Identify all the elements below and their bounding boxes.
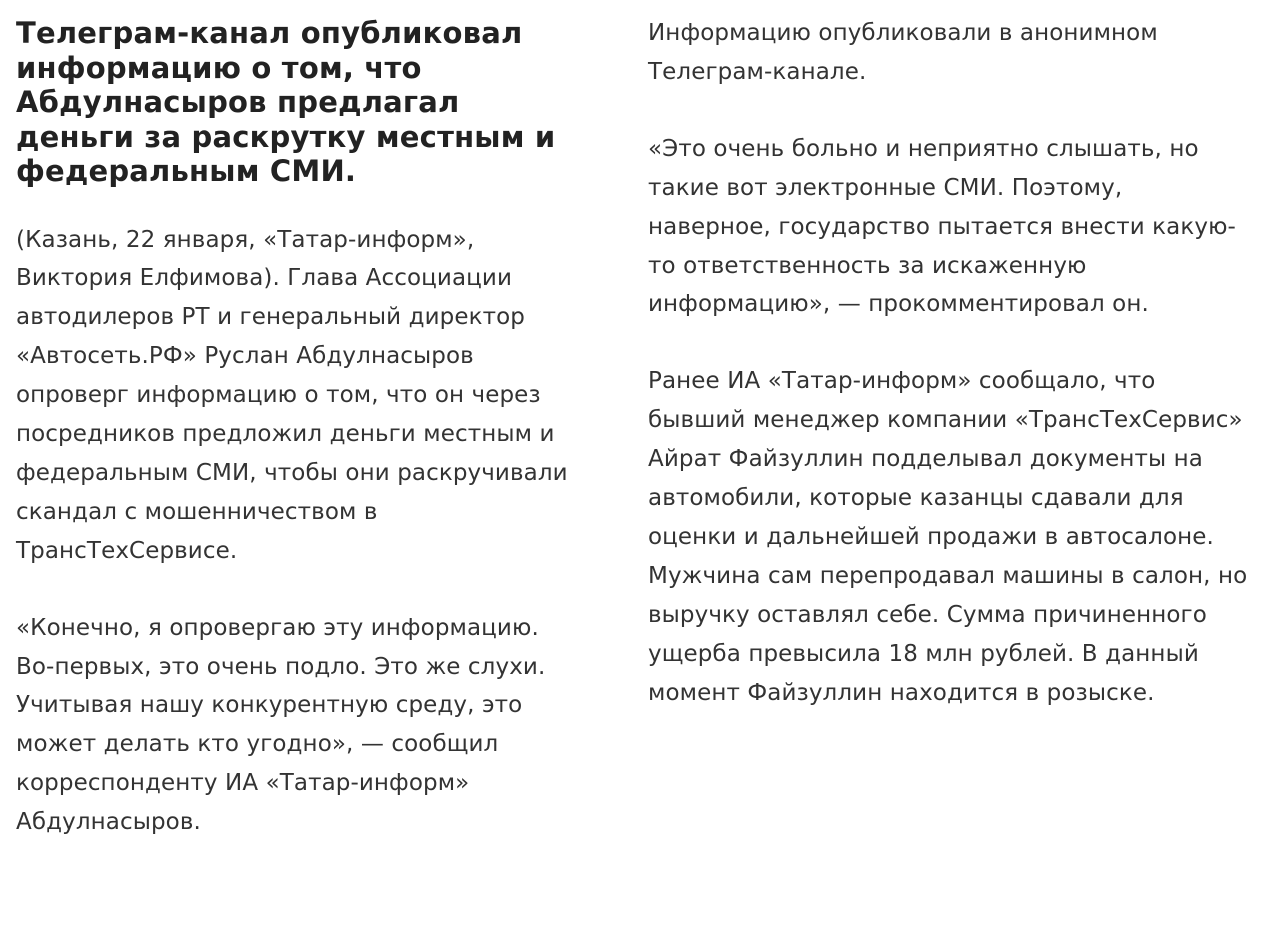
article-left-column [16,0,576,842]
article-paragraph: Информацию опубликовали в анонимном Телеграм-канале. [648,20,1158,85]
article-paragraph: «Конечно, я опровергаю эту информацию. Во-первых, это очень подло. Это же слухи. Учитывая нашу конкурентную среду, это может делать кто угодно», — сообщил корреспонденту ИА «Татар-информ» Абдулнасыров. [16,614,546,836]
article-paragraph: Ранее ИА «Татар-информ» сообщало, что бывший менеджер компании «ТрансТехСервис» Айрат Файзуллин подделывал документы на автомобили, которые казанцы сдавали для оценки и дальнейшей продажи в автосалоне. Мужчина сам перепродавал машины в салон, но выручку оставлял себе. Сумма причиненного ущерба превысила 18 млн рублей. В данный момент Файзуллин находится в розыске. [648,368,1248,706]
article-right-column [648,0,1248,751]
article-paragraph: «Это очень больно и неприятно слышать, но такие вот электронные СМИ. Поэтому, наверное, государство пытается внести какую-то ответственность за искаженную информацию», — прокомментировал он. [648,135,1236,318]
article-headline: Телеграм-канал опубликовал информацию о том, что Абдулнасыров предлагал деньги за раскрутку местным и федеральным СМИ. [16,16,556,188]
article-paragraph: (Казань, 22 января, «Татар-информ», Виктория Елфимова). Глава Ассоциации автодилеров РТ и генеральный директор «Автосеть.РФ» Руслан Абдулнасыров опроверг информацию о том, что он через посредников предложил деньги местным и федеральным СМИ, чтобы они раскручивали скандал с мошенничеством в ТрансТехСервисе. [16,226,568,564]
